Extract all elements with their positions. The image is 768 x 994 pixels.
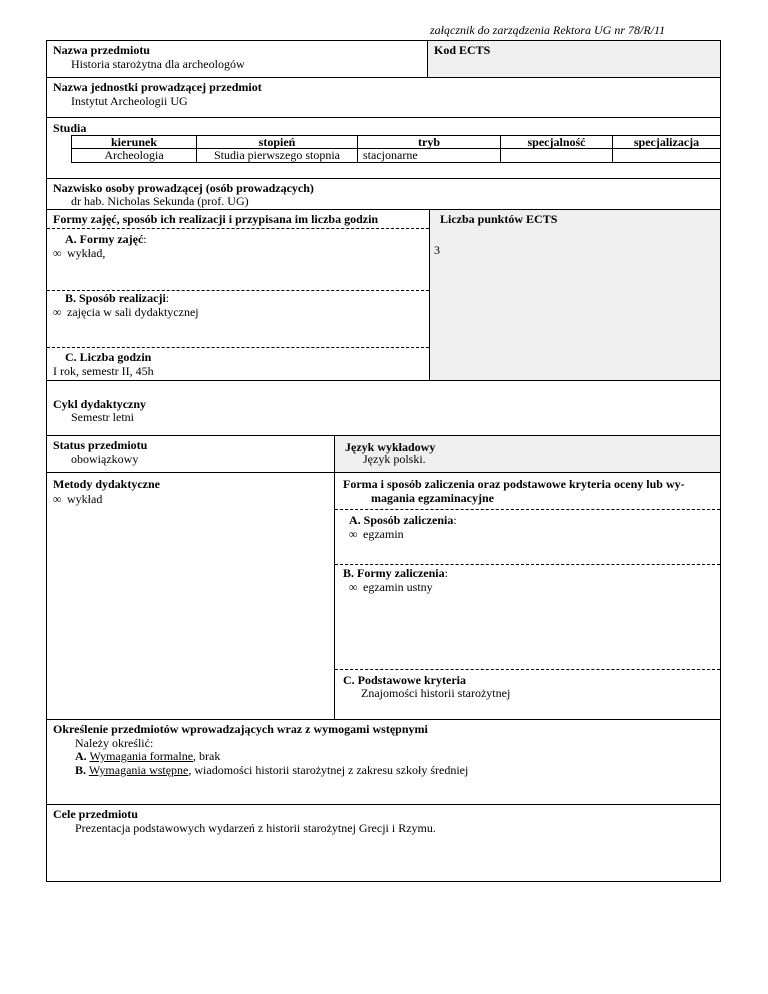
assessment-a-item — [349, 527, 404, 541]
prerequisites-a-link: Wymagania formalne — [89, 749, 194, 763]
status-box — [46, 435, 335, 473]
methods-label: Metody dydaktyczne — [53, 477, 160, 491]
assessment-b-label: B. Formy zaliczenia — [343, 566, 445, 580]
goals-label: Cele przedmiotu — [53, 807, 138, 821]
studies-header-tryb: tryb — [357, 135, 501, 149]
assessment-box — [334, 472, 721, 720]
course-name-value: Historia starożytna dla archeologów — [71, 57, 245, 71]
studies-value-kierunek: Archeologia — [71, 148, 197, 163]
forms-b-label: B. Sposób realizacji — [65, 291, 166, 305]
status-value: obowiązkowy — [71, 452, 139, 466]
assessment-a-heading: A. Sposób zaliczenia: — [349, 513, 457, 527]
assessment-label-line2: magania egzaminacyjne — [371, 491, 494, 505]
studies-header-kierunek: kierunek — [71, 135, 197, 149]
course-name-box — [46, 40, 428, 78]
forms-b-item — [53, 305, 199, 319]
instructor-label: Nazwisko osoby prowadzącej (osób prowadzących) — [53, 181, 314, 195]
cycle-value: Semestr letni — [71, 410, 134, 424]
infinity-bullet-icon: ∞ — [53, 305, 62, 319]
methods-item-text: wykład — [67, 492, 103, 506]
instructor-box — [46, 178, 721, 210]
assessment-c-label: C. Podstawowe kryteria — [343, 673, 466, 687]
prerequisites-a — [75, 749, 220, 763]
prerequisites-b-rest: , wiadomości historii starożytnej z zakresu szkoły średniej — [188, 763, 469, 777]
studies-value-tryb: stacjonarne — [357, 148, 501, 163]
language-box — [334, 435, 721, 473]
studies-value-specjalnosc — [500, 148, 613, 163]
header-note: załącznik do zarządzenia Rektora UG nr 78/R/11 — [430, 23, 666, 37]
assessment-a-item-text: egzamin — [363, 527, 404, 541]
language-value: Język polski. — [363, 452, 426, 466]
infinity-bullet-icon: ∞ — [349, 527, 358, 541]
studies-value-specjalizacja — [612, 148, 721, 163]
status-label: Status przedmiotu — [53, 438, 148, 452]
methods-item — [53, 492, 102, 506]
studies-label: Studia — [53, 121, 87, 135]
course-name-label: Nazwa przedmiotu — [53, 43, 150, 57]
goals-value: Prezentacja podstawowych wydarzeń z historii starożytnej Grecji i Rzymu. — [75, 821, 436, 835]
forms-b-item-text: zajęcia w sali dydaktycznej — [67, 305, 199, 319]
cycle-label: Cykl dydaktyczny — [53, 397, 147, 411]
unit-box — [46, 77, 721, 118]
prerequisites-b-prefix: B. — [75, 763, 87, 777]
unit-value: Instytut Archeologii UG — [71, 94, 188, 108]
forms-a-item-text: wykład, — [67, 246, 106, 260]
infinity-bullet-icon: ∞ — [53, 492, 62, 506]
assessment-b-item — [349, 580, 433, 594]
prerequisites-box — [46, 719, 721, 805]
ects-points-value: 3 — [434, 243, 440, 257]
forms-a-item — [53, 246, 105, 260]
assessment-b-item-text: egzamin ustny — [363, 580, 433, 594]
forms-c-value: I rok, semestr II, 45h — [53, 364, 154, 378]
ects-code-label: Kod ECTS — [434, 43, 491, 57]
forms-a-heading: A. Formy zajęć: — [65, 232, 147, 246]
ects-points-label: Liczba punktów ECTS — [440, 212, 558, 226]
prerequisites-a-rest: , brak — [193, 749, 221, 763]
infinity-bullet-icon: ∞ — [349, 580, 358, 594]
cycle-box — [46, 380, 721, 436]
forms-label: Formy zajęć, sposób ich realizacji i przypisana im liczba godzin — [53, 212, 379, 226]
goals-box — [46, 804, 721, 882]
forms-a-label: A. Formy zajęć — [65, 232, 144, 246]
forms-c-label: C. Liczba godzin — [65, 350, 152, 364]
ects-points-box — [429, 209, 721, 381]
studies-header-specjalizacja: specjalizacja — [612, 135, 721, 149]
assessment-b-heading: B. Formy zaliczenia: — [343, 566, 448, 580]
ects-code-box — [427, 40, 721, 78]
prerequisites-label: Określenie przedmiotów wprowadzających wraz z wymogami wstępnymi — [53, 722, 428, 736]
assessment-c-value: Znajomości historii starożytnej — [361, 686, 511, 700]
prerequisites-b — [75, 763, 468, 777]
infinity-bullet-icon: ∞ — [53, 246, 62, 260]
forms-box — [46, 209, 430, 381]
studies-header-specjalnosc: specjalność — [500, 135, 613, 149]
unit-label: Nazwa jednostki prowadzącej przedmiot — [53, 80, 262, 94]
forms-b-heading: B. Sposób realizacji: — [65, 291, 170, 305]
prerequisites-intro: Należy określić: — [75, 736, 154, 750]
methods-box — [46, 472, 335, 720]
studies-value-stopien: Studia pierwszego stopnia — [196, 148, 358, 163]
prerequisites-a-prefix: A. — [75, 749, 87, 763]
instructor-value: dr hab. Nicholas Sekunda (prof. UG) — [71, 194, 249, 208]
prerequisites-b-link: Wymagania wstępne — [88, 763, 189, 777]
studies-header-stopien: stopień — [196, 135, 358, 149]
language-label: Język wykładowy — [345, 440, 436, 454]
assessment-label-line1: Forma i sposób zaliczenia oraz podstawowe kryteria oceny lub wy- — [343, 477, 685, 491]
assessment-a-label: A. Sposób zaliczenia — [349, 513, 454, 527]
